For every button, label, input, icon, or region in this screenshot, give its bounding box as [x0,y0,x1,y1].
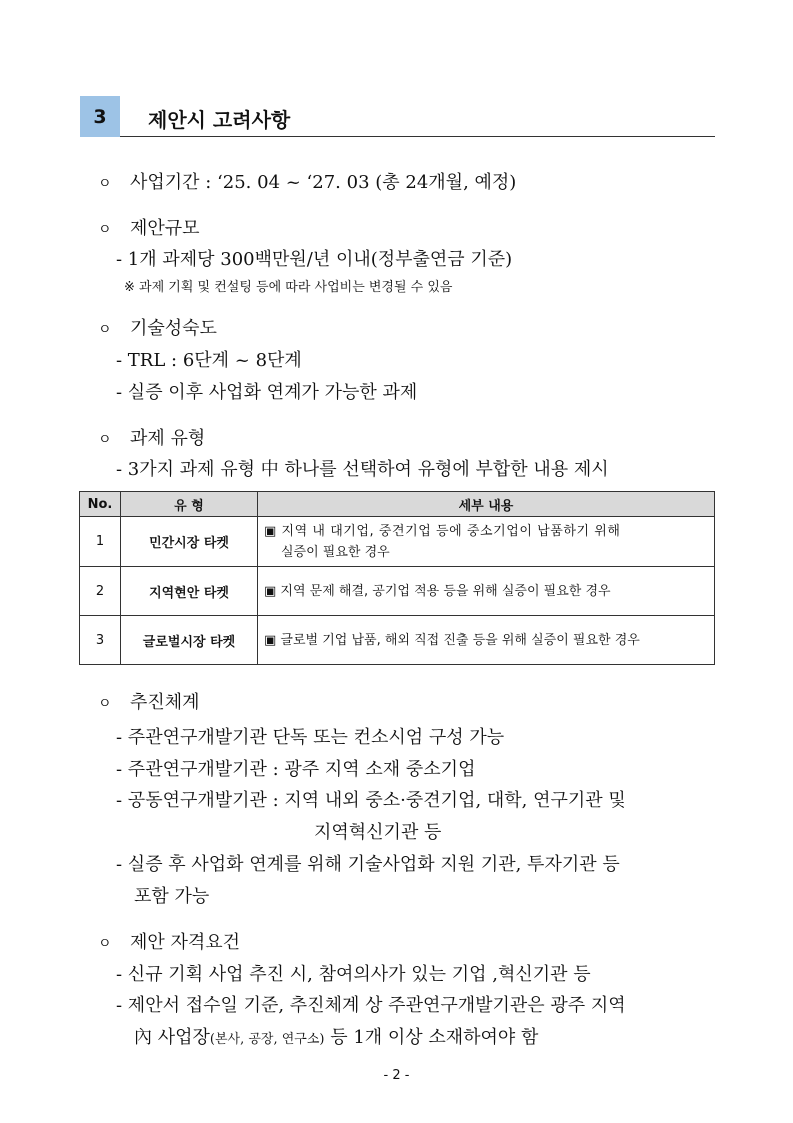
row-detail-line: 실증이 필요한 경우 [281,544,390,560]
table-header-row [80,492,715,517]
bullet-icon: ㅇ [98,176,112,192]
system-item-4-cont: 포함 가능 [134,886,210,907]
section-number: 3 [80,96,120,137]
row-type: 지역현안 타켓 [121,567,258,616]
system-item-3: - 공동연구개발기관 : 지역 내외 중소·중견기업, 대학, 연구기관 및 [116,790,626,811]
eligibility-heading-text: 제안 자격요건 [130,932,241,953]
bullet-icon: ㅇ [98,222,112,238]
system-item-3-cont: 지역혁신기관 등 [314,822,442,843]
row-detail: ▣ 글로벌 기업 납품, 해외 직접 진출 등을 위해 실증이 필요한 경우 [258,616,715,665]
trl-heading [98,314,217,340]
types-heading [98,424,205,450]
header-type: 유 형 [121,492,258,517]
period-text: 사업기간 : ‘25. 04 ~ ‘27. 03 (총 24개월, 예정) [130,172,517,193]
eligibility-text: 등 1개 이상 소재하여야 함 [324,1027,539,1048]
row-type: 글로벌시장 타켓 [121,616,258,665]
row-no: 3 [80,616,121,665]
eligibility-item-2-cont [134,1023,538,1049]
table-row [80,567,715,616]
eligibility-small-text: (본사, 공장, 연구소) [209,1032,325,1047]
trl-item-1: - TRL : 6단계 ~ 8단계 [116,350,302,371]
system-heading [98,688,200,714]
page-number: - 2 - [383,1068,410,1083]
type-table [79,491,715,665]
system-item-4: - 실증 후 사업화 연계를 위해 기술사업화 지원 기관, 투자기관 등 [116,854,620,875]
row-type: 민간시장 타켓 [121,517,258,567]
system-item-1: - 주관연구개발기관 단독 또는 컨소시엄 구성 가능 [116,727,505,748]
eligibility-item-2: - 제안서 접수일 기준, 추진체계 상 주관연구개발기관은 광주 지역 [116,995,626,1016]
row-no: 2 [80,567,121,616]
bullet-icon: ㅇ [98,936,112,952]
table-row [80,517,715,567]
trl-heading-text: 기술성숙도 [130,318,217,339]
scale-heading [98,214,200,240]
scale-item: - 1개 과제당 300백만원/년 이내(정부출연금 기준) [116,249,513,270]
types-heading-text: 과제 유형 [130,428,206,449]
types-item: - 3가지 과제 유형 中 하나를 선택하여 유형에 부합한 내용 제시 [116,459,609,480]
row-no: 1 [80,517,121,567]
bullet-icon: ㅇ [98,696,112,712]
eligibility-item-1: - 신규 기획 사업 추진 시, 참여의사가 있는 기업 ,혁신기관 등 [116,964,591,985]
period-heading [98,168,516,194]
row-detail: ▣ 지역 문제 해결, 공기업 적용 등을 위해 실증이 필요한 경우 [258,567,715,616]
section-divider [120,136,715,137]
system-heading-text: 추진체계 [130,692,200,713]
section-title: 제안시 고려사항 [148,108,291,132]
row-detail-line: ▣ 지역 내 대기업, 중견기업 등에 중소기업이 납품하기 위해 [264,523,621,539]
eligibility-text: 內 사업장 [134,1027,210,1048]
row-detail [258,517,715,567]
system-item-2: - 주관연구개발기관 : 광주 지역 소재 중소기업 [116,759,476,780]
eligibility-heading [98,928,240,954]
scale-heading-text: 제안규모 [130,218,200,239]
scale-note: ※ 과제 기획 및 컨설팅 등에 따라 사업비는 변경될 수 있음 [124,280,453,295]
bullet-icon: ㅇ [98,322,112,338]
table-row [80,616,715,665]
trl-item-2: - 실증 이후 사업화 연계가 가능한 과제 [116,382,418,403]
header-no: No. [80,492,121,517]
header-detail: 세부 내용 [258,492,715,517]
bullet-icon: ㅇ [98,432,112,448]
